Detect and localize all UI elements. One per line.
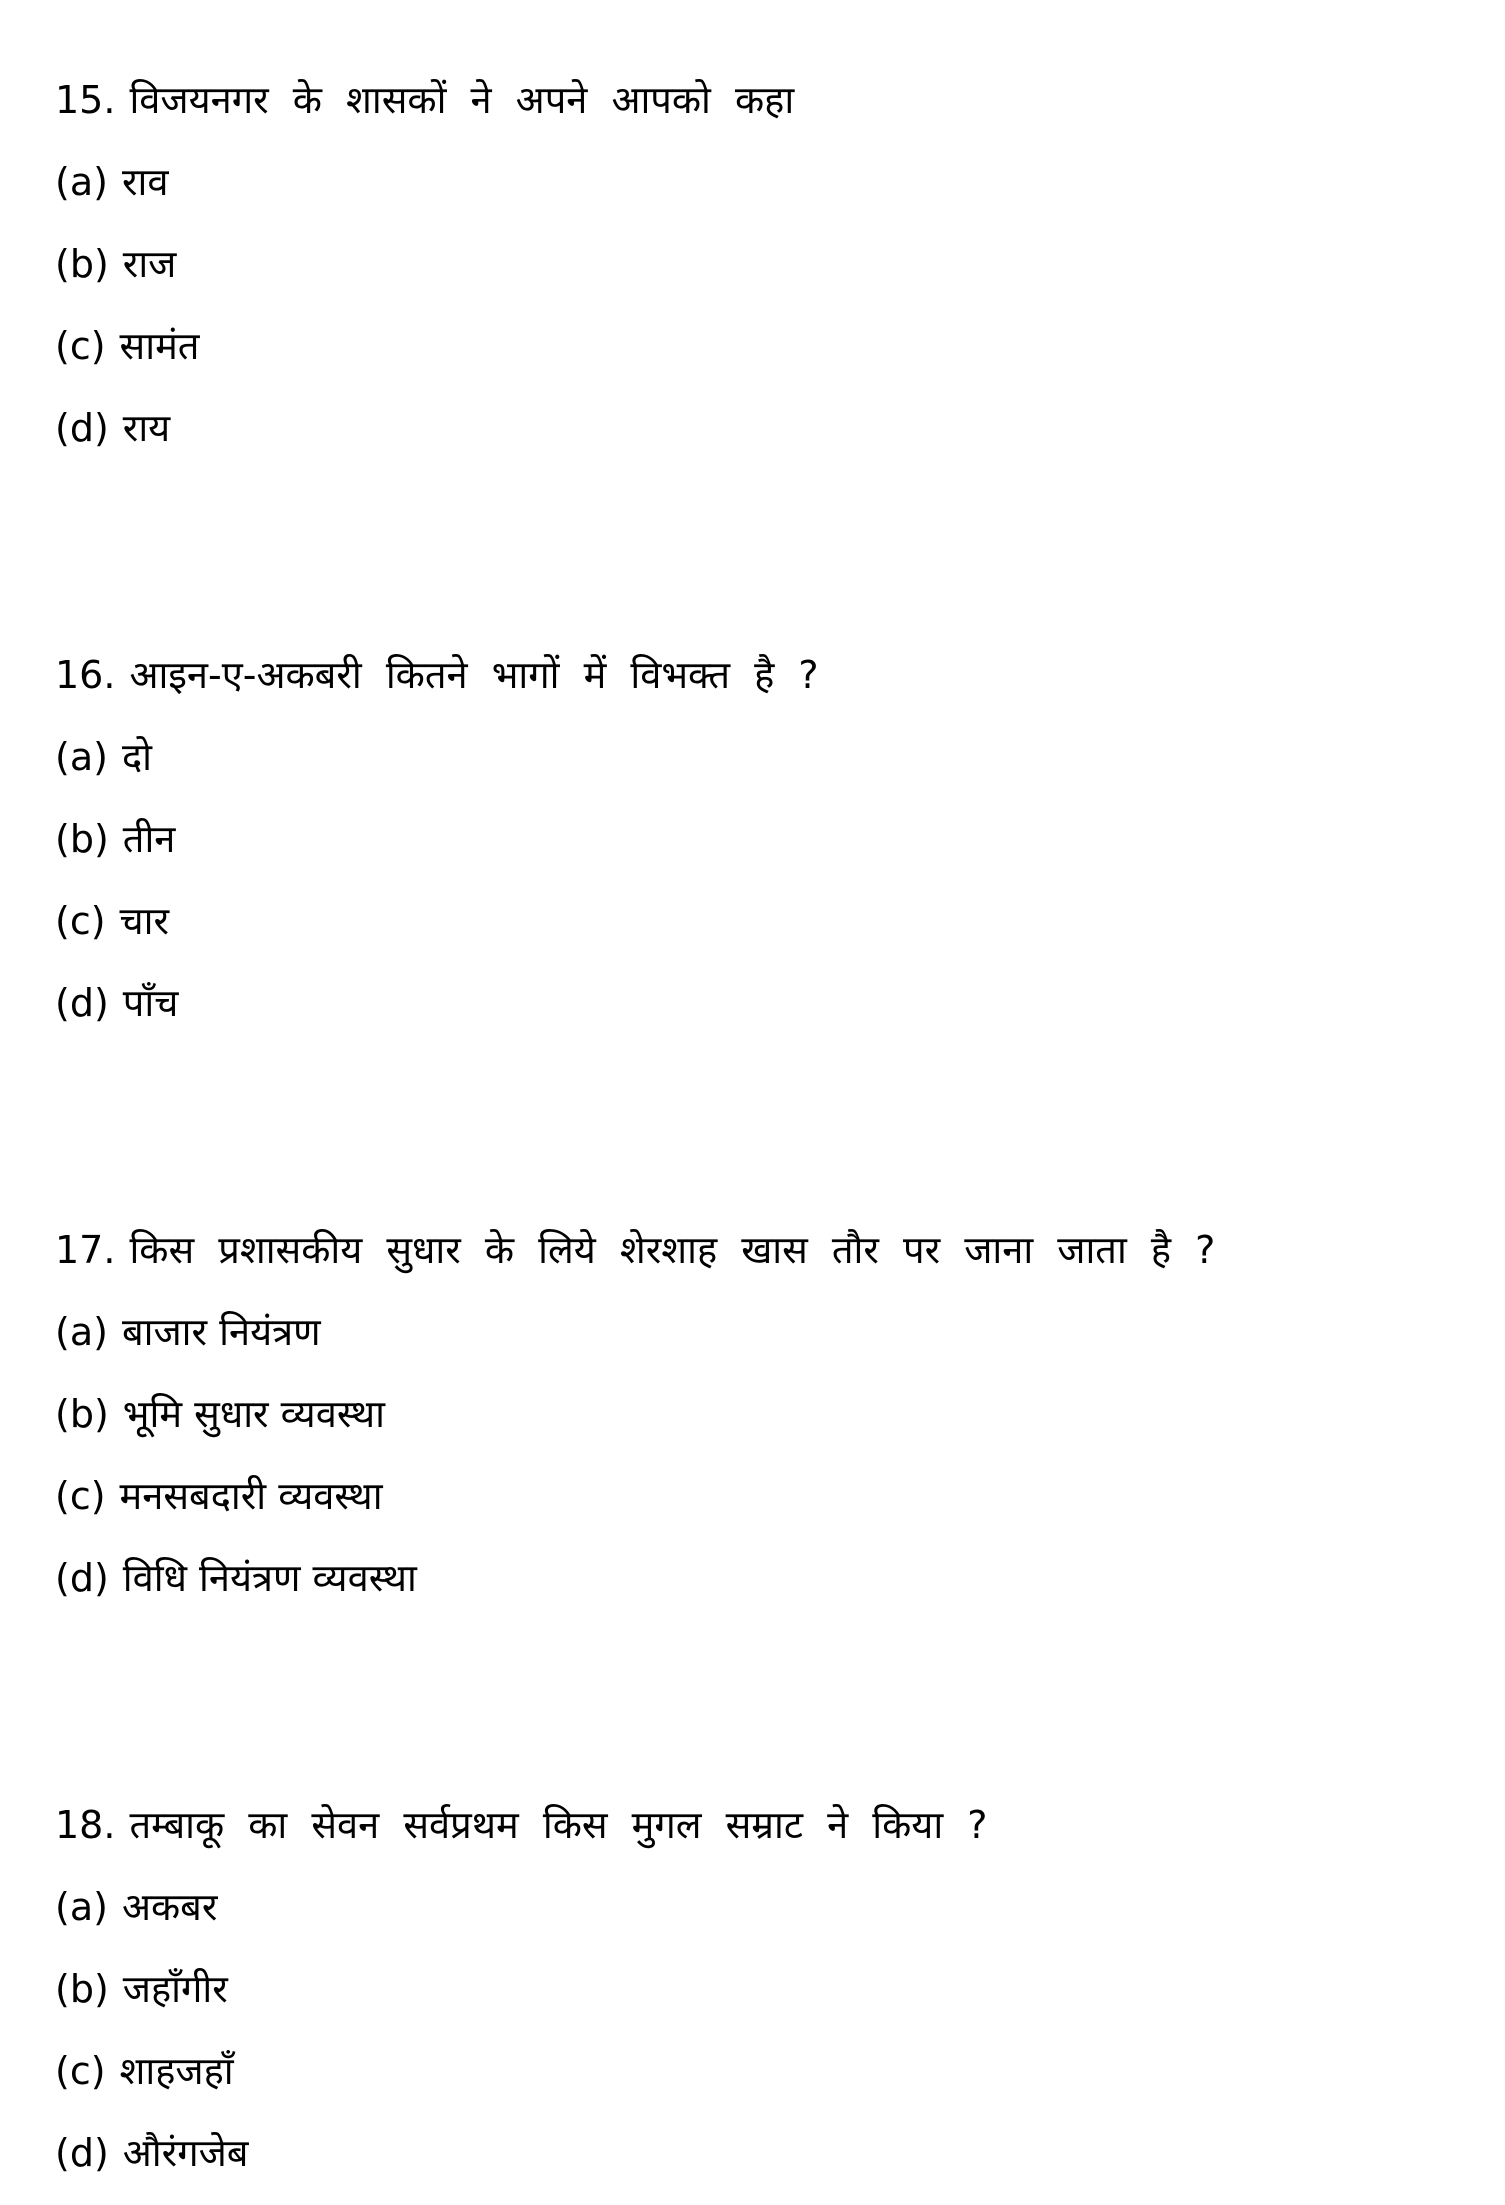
- option-text: चार: [119, 899, 170, 943]
- question-text: विजयनगर के शासकों ने अपने आपको कहा: [129, 78, 795, 122]
- option-label: (a): [55, 1310, 108, 1354]
- option-label: (b): [55, 817, 109, 861]
- option-c[interactable]: [55, 1466, 1455, 1548]
- spacer: [55, 1055, 1455, 1220]
- question-17: [55, 1220, 1455, 1630]
- option-b[interactable]: [55, 1959, 1455, 2041]
- option-text: राव: [121, 160, 169, 204]
- option-label: (d): [55, 1556, 109, 1600]
- question-number: 15.: [55, 78, 116, 122]
- option-text: जहाँगीर: [122, 1967, 228, 2011]
- option-label: (d): [55, 2131, 109, 2175]
- option-label: (b): [55, 242, 109, 286]
- option-b[interactable]: [55, 809, 1455, 891]
- option-c[interactable]: [55, 2041, 1455, 2123]
- option-text: राज: [122, 242, 177, 286]
- question-text: तम्बाकू का सेवन सर्वप्रथम किस मुगल सम्राट ने किया ?: [129, 1803, 988, 1847]
- option-text: दो: [121, 735, 152, 779]
- option-b[interactable]: [55, 234, 1455, 316]
- option-text: सामंत: [119, 324, 200, 368]
- option-a[interactable]: [55, 152, 1455, 234]
- option-text: राय: [122, 406, 171, 450]
- option-text: विधि नियंत्रण व्यवस्था: [122, 1556, 417, 1600]
- question-stem: [55, 1795, 1455, 1877]
- option-label: (c): [55, 324, 106, 368]
- option-label: (a): [55, 1885, 108, 1929]
- option-text: तीन: [122, 817, 176, 861]
- question-18: [55, 1795, 1455, 2205]
- question-number: 16.: [55, 653, 116, 697]
- question-page: [55, 70, 1455, 2205]
- option-b[interactable]: [55, 1384, 1455, 1466]
- option-text: बाजार नियंत्रण: [121, 1310, 321, 1354]
- option-text: मनसबदारी व्यवस्था: [119, 1474, 383, 1518]
- option-label: (c): [55, 899, 106, 943]
- option-text: औरंगजेब: [122, 2131, 249, 2175]
- option-a[interactable]: [55, 1302, 1455, 1384]
- option-label: (d): [55, 406, 109, 450]
- option-text: अकबर: [121, 1885, 218, 1929]
- question-16: [55, 645, 1455, 1055]
- question-text: किस प्रशासकीय सुधार के लिये शेरशाह खास तौर पर जाना जाता है ?: [129, 1228, 1216, 1272]
- option-label: (d): [55, 981, 109, 1025]
- option-text: शाहजहाँ: [119, 2049, 234, 2093]
- option-text: भूमि सुधार व्यवस्था: [122, 1392, 385, 1436]
- option-a[interactable]: [55, 727, 1455, 809]
- option-d[interactable]: [55, 398, 1455, 480]
- spacer: [55, 480, 1455, 645]
- question-stem: [55, 1220, 1455, 1302]
- option-c[interactable]: [55, 891, 1455, 973]
- option-text: पाँच: [122, 981, 179, 1025]
- question-text: आइन-ए-अकबरी कितने भागों में विभक्त है ?: [129, 653, 819, 697]
- option-label: (b): [55, 1392, 109, 1436]
- question-stem: [55, 645, 1455, 727]
- question-number: 18.: [55, 1803, 116, 1847]
- option-label: (a): [55, 735, 108, 779]
- option-label: (c): [55, 1474, 106, 1518]
- question-stem: [55, 70, 1455, 152]
- option-a[interactable]: [55, 1877, 1455, 1959]
- option-d[interactable]: [55, 2123, 1455, 2205]
- option-label: (b): [55, 1967, 109, 2011]
- option-d[interactable]: [55, 1548, 1455, 1630]
- option-d[interactable]: [55, 973, 1455, 1055]
- question-15: [55, 70, 1455, 480]
- spacer: [55, 1630, 1455, 1795]
- option-label: (a): [55, 160, 108, 204]
- option-c[interactable]: [55, 316, 1455, 398]
- question-number: 17.: [55, 1228, 116, 1272]
- option-label: (c): [55, 2049, 106, 2093]
